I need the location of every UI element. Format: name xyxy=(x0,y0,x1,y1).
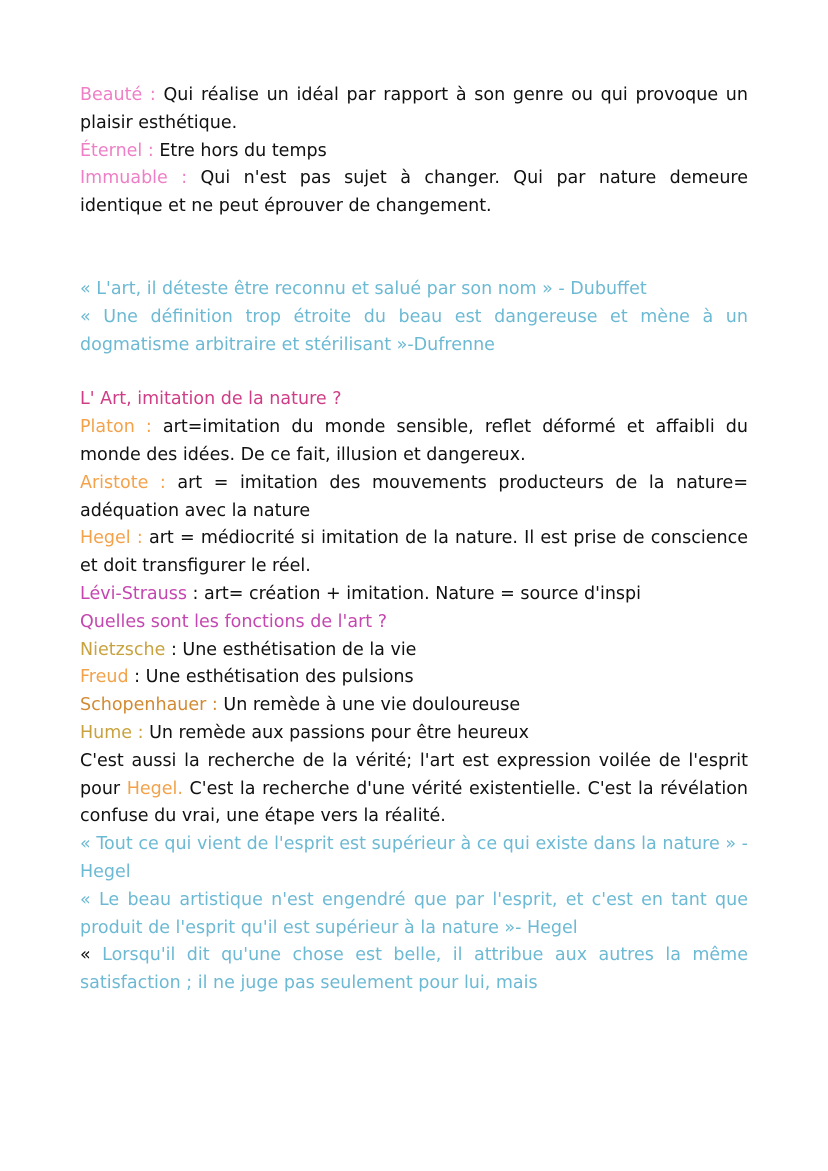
entry-text: Un remède à une vie douloureuse xyxy=(217,695,521,716)
entry-text: : Une esthétisation de la vie xyxy=(165,639,417,660)
philosopher-name: Hume : xyxy=(80,722,144,743)
entry-text: art = imitation des mouvements producteurs de la nature= adéquation avec la nature xyxy=(80,472,748,521)
entry-nietzsche xyxy=(80,637,748,665)
entry-schopenhauer xyxy=(80,692,748,720)
section-heading-imitation: L' Art, imitation de la nature ? xyxy=(80,389,342,410)
definition-text: Qui n'est pas sujet à changer. Qui par nature demeure identique et ne peut éprouver de changement. xyxy=(80,168,748,217)
philosopher-name: Aristote : xyxy=(80,472,166,493)
quote-hegel-esprit: « Tout ce qui vient de l'esprit est supérieur à ce qui existe dans la nature » -Hegel xyxy=(80,834,748,882)
philosopher-name: Platon : xyxy=(80,417,152,438)
entry-text: : Une esthétisation des pulsions xyxy=(128,667,414,688)
definition-eternel xyxy=(80,138,748,166)
entry-levi-strauss xyxy=(80,581,748,609)
entry-hegel xyxy=(80,525,748,581)
philosopher-name: Hegel : xyxy=(80,528,143,549)
entry-text: art=imitation du monde sensible, reflet déformé et affaibli du monde des idées. De ce fait, illusion et dangereux. xyxy=(80,417,748,465)
philosopher-name: Nietzsche xyxy=(80,639,166,660)
philosopher-name: Freud xyxy=(80,667,129,688)
quote-open-mark: « xyxy=(80,945,103,966)
quote-dufrenne: « Une définition trop étroite du beau est dangereuse et mène à un dogmatisme arbitraire et stérilisant »-Dufrenne xyxy=(80,306,748,355)
philosopher-name: Hegel. xyxy=(126,778,183,799)
entry-text: art = médiocrité si imitation de la nature. Il est prise de conscience et doit transfigurer le réel. xyxy=(80,528,748,577)
entry-aristote xyxy=(80,470,748,526)
entry-text: : art= création + imitation. Nature = source d'inspi xyxy=(186,583,642,604)
entry-text: Un remède aux passions pour être heureux xyxy=(143,722,529,743)
definition-beaute xyxy=(80,82,748,138)
quote-hegel-beau: « Le beau artistique n'est engendré que par l'esprit, et c'est en tant que produit de l'esprit qu'il est supérieur à la nature »- Hegel xyxy=(80,889,748,938)
paragraph-text: C'est la recherche d'une vérité existentielle. C'est la révélation confuse du vrai, une étape vers la réalité. xyxy=(80,778,748,827)
philosopher-name: Schopenhauer : xyxy=(80,695,218,716)
spacer xyxy=(80,359,748,386)
term-label: Éternel : xyxy=(80,140,154,161)
definition-text: Etre hors du temps xyxy=(153,140,327,161)
definition-immuable xyxy=(80,165,748,221)
paragraph-text: C'est aussi la recherche de la vérité; l'art est expression voilée de l'esprit pour xyxy=(80,750,748,799)
notes-page xyxy=(80,82,748,998)
philosopher-name: Lévi-Strauss xyxy=(80,583,187,604)
entry-freud xyxy=(80,664,748,692)
quote-final xyxy=(80,942,748,998)
quote-text: Lorsqu'il dit qu'une chose est belle, il attribue aux autres la même satisfaction ; il ne juge pas seulement pour lui, mais xyxy=(80,945,748,994)
term-label: Immuable : xyxy=(80,168,188,189)
entry-platon xyxy=(80,414,748,470)
entry-hume xyxy=(80,720,748,748)
quote-dubuffet: « L'art, il déteste être reconnu et salué par son nom » - Dubuffet xyxy=(80,278,647,299)
section-heading-functions: Quelles sont les fonctions de l'art ? xyxy=(80,611,387,632)
definition-text: Qui réalise un idéal par rapport à son genre ou qui provoque un plaisir esthétique. xyxy=(80,85,748,133)
paragraph-verite xyxy=(80,748,748,831)
spacer xyxy=(80,221,748,276)
term-label: Beauté : xyxy=(80,85,156,105)
